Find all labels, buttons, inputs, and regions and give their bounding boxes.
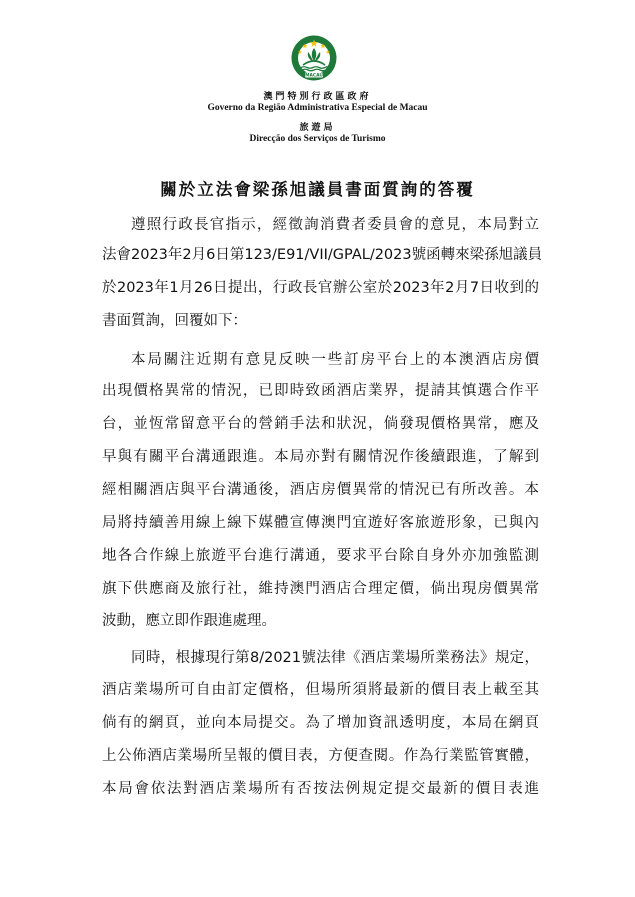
paragraph-3-line-1: 同時，根據現行第8/2021號法律《酒店業場所業務法》規定，: [131, 650, 539, 666]
paragraph-2-line-3: 台，並恆常留意平台的營銷手法和狀況，倘發現價格異常，應及: [102, 416, 539, 432]
macau-emblem-icon: [290, 34, 338, 82]
department-name-pt: Direcção dos Serviços de Turismo: [249, 134, 386, 144]
emblem-banner-text: MACAU: [305, 73, 323, 79]
paragraph-2-line-7: 地各合作線上旅遊平台進行溝通，要求平台除自身外亦加強監測: [102, 548, 539, 564]
paragraph-1-line-3: 於2023年1月26日提出，行政長官辦公室於2023年2月7日收到的: [102, 280, 539, 296]
paragraph-2-line-1: 本局關注近期有意見反映一些訂房平台上的本澳酒店房價: [131, 352, 539, 368]
paragraph-3-line-4: 上公佈酒店業場所呈報的價目表，方便查閱。作為行業監管實體，: [102, 748, 539, 764]
government-name-cn: 澳門特別行政區政府: [263, 92, 372, 102]
department-name-cn: 旅遊局: [299, 123, 336, 133]
paragraph-2-line-6: 局將持續善用線上線下媒體宣傳澳門宜遊好客旅遊形象，已與內: [102, 515, 539, 531]
paragraph-2-line-8: 旗下供應商及旅行社，維持澳門酒店合理定價，倘出現房價異常: [102, 581, 539, 597]
paragraph-2-line-4: 早與有關平台溝通跟進。本局亦對有關情況作後續跟進，了解到: [102, 449, 539, 465]
government-name-pt: Governo da Região Administrativa Especial de Macau: [207, 103, 428, 113]
paragraph-2-line-9: 波動，應立即作跟進處理。: [102, 613, 276, 629]
paragraph-2-line-2: 出現價格異常的情況，已即時致函酒店業界，提請其慎選合作平: [102, 383, 539, 399]
paragraph-3-line-3: 倘有的網頁，並向本局提交。為了增加資訊透明度，本局在網頁: [102, 715, 539, 731]
paragraph-3-line-5: 本局會依法對酒店業場所有否按法例規定提交最新的價目表進: [102, 781, 539, 797]
paragraph-3-line-2: 酒店業場所可自由訂定價格，但場所須將最新的價目表上載至其: [102, 682, 539, 698]
paragraph-1-line-2: 法會2023年2月6日第123/E91/VII/GPAL/2023號函轉來梁孫旭議員: [102, 247, 543, 263]
paragraph-1-line-4: 書面質詢，回覆如下：: [102, 313, 247, 329]
paragraph-1-line-1: 遵照行政長官指示，經徵詢消費者委員會的意見，本局對立: [131, 217, 539, 233]
paragraph-2-line-5: 經相關酒店與平台溝通後，酒店房價異常的情況已有所改善。本: [102, 482, 539, 498]
document-title: 關於立法會梁孫旭議員書面質詢的答覆: [160, 180, 475, 199]
